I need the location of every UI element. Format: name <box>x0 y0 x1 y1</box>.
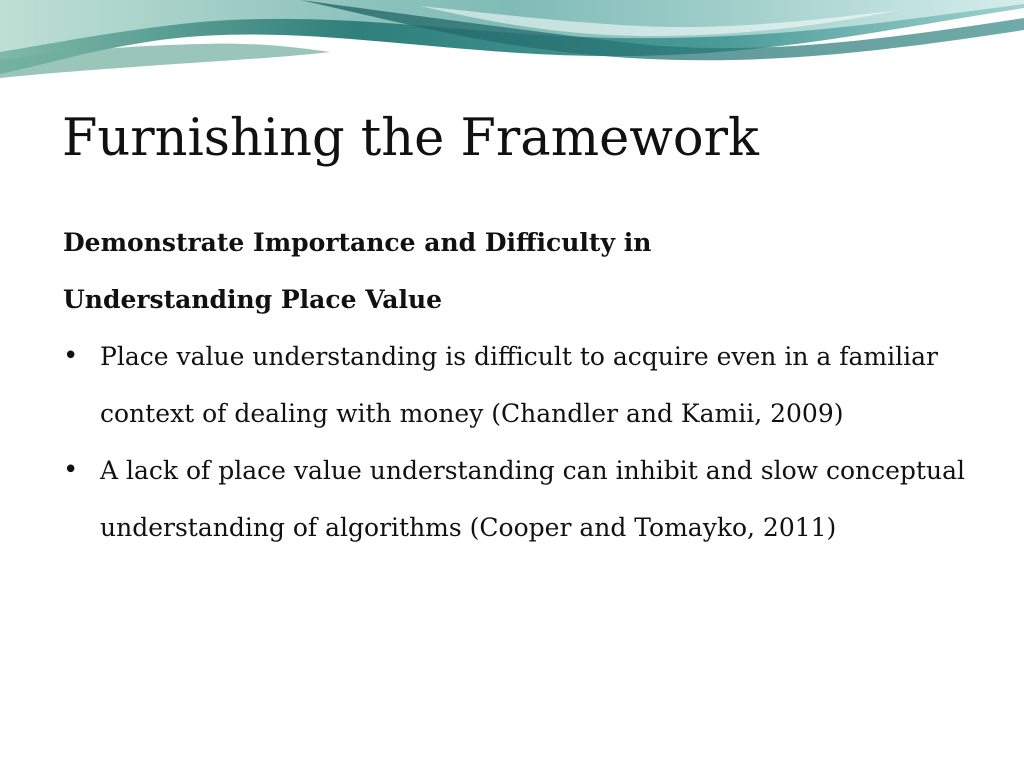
bullet-item <box>63 328 968 442</box>
bullet-text: A lack of place value understanding can inhibit and slow conceptual understanding of algorithms (Cooper and Tomayko, 2011) <box>100 456 965 542</box>
decorative-wave-banner <box>0 0 1024 80</box>
subheading-line-1: Demonstrate Importance and Difficulty in <box>63 228 652 257</box>
bullet-icon: • <box>63 455 79 485</box>
subheading <box>63 214 968 328</box>
bullet-icon: • <box>63 341 79 371</box>
bullet-text: Place value understanding is difficult to acquire even in a familiar context of dealing with money (Chandler and Kamii, 2009) <box>100 342 938 428</box>
subheading-line-2: Understanding Place Value <box>63 285 443 314</box>
bullet-list <box>63 328 968 556</box>
slide-body <box>63 214 968 556</box>
bullet-item <box>63 442 968 556</box>
slide-title: Furnishing the Framework <box>62 109 759 168</box>
